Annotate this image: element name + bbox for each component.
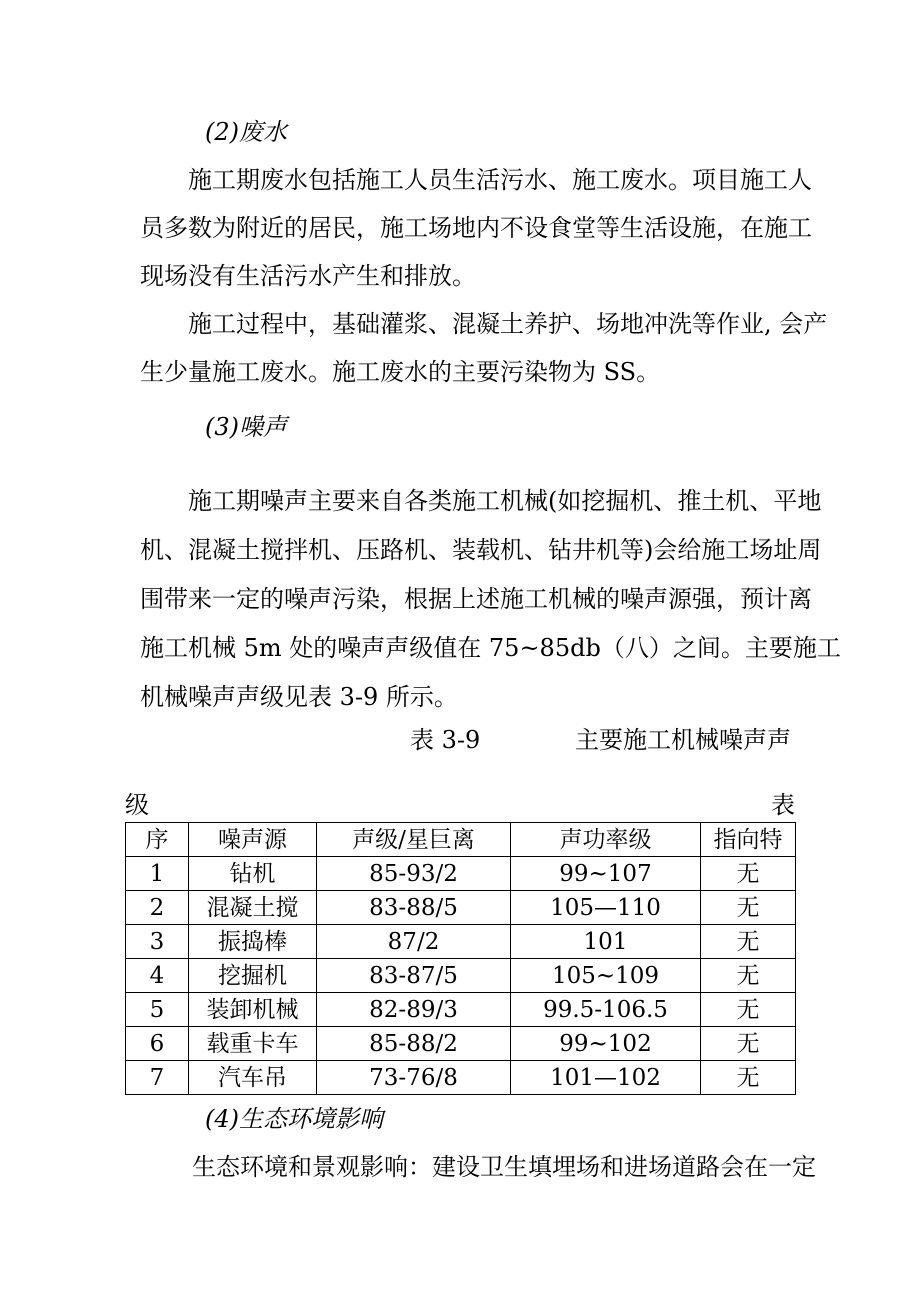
table-row [126, 925, 796, 959]
table-title-continued: 级 [125, 791, 149, 819]
table-cell: 无 [701, 993, 796, 1027]
header-cell-level-distance: 声级/星巨离 [317, 823, 511, 857]
table-cell: 105—110 [511, 891, 701, 925]
table-cell: 无 [701, 1061, 796, 1095]
paragraph-line: 施工期噪声主要来自各类施工机械(如挖掘机、推土机、平地 [188, 487, 822, 515]
table-cell: 87/2 [317, 925, 511, 959]
table-cell: 99~107 [511, 857, 701, 891]
table-cell: 1 [126, 857, 189, 891]
table-cell: 挖掘机 [189, 959, 317, 993]
section-heading-wastewater: (2)废水 [205, 118, 287, 146]
paragraph-line: 机、混凝土搅拌机、压路机、装载机、钻井机等)会给施工场址周 [140, 536, 822, 564]
table-cell: 73-76/8 [317, 1061, 511, 1095]
header-cell-power-level: 声功率级 [511, 823, 701, 857]
table-title-end: 表 [771, 791, 795, 819]
table-row [126, 1061, 796, 1095]
table-cell: 钻机 [189, 857, 317, 891]
table-cell: 101 [511, 925, 701, 959]
table-cell: 载重卡车 [189, 1027, 317, 1061]
paragraph-line: 机械噪声声级见表 3-9 所示。 [140, 683, 458, 711]
table-cell: 101—102 [511, 1061, 701, 1095]
table-row [126, 1027, 796, 1061]
paragraph-line: 员多数为附近的居民，施工场地内不设食堂等生活设施，在施工 [140, 214, 812, 242]
table-row [126, 857, 796, 891]
table-cell: 振捣棒 [189, 925, 317, 959]
table-cell: 汽车吊 [189, 1061, 317, 1095]
table-row [126, 993, 796, 1027]
table-cell: 无 [701, 959, 796, 993]
noise-level-table [125, 822, 796, 1095]
table-cell: 6 [126, 1027, 189, 1061]
table-number: 表 3-9 [410, 726, 481, 754]
table-cell: 105~109 [511, 959, 701, 993]
table-cell: 82-89/3 [317, 993, 511, 1027]
header-cell-directivity: 指向特 [701, 823, 796, 857]
table-cell: 2 [126, 891, 189, 925]
table-title: 主要施工机械噪声声 [575, 726, 791, 754]
paragraph-line: 施工机械 5m 处的噪声声级值在 75~85db（八）之间。主要施工 [140, 634, 841, 662]
table-cell: 3 [126, 925, 189, 959]
table-cell: 83-88/5 [317, 891, 511, 925]
paragraph-line: 施工期废水包括施工人员生活污水、施工废水。项目施工人 [188, 166, 812, 194]
table-cell: 装卸机械 [189, 993, 317, 1027]
table-row [126, 891, 796, 925]
table-cell: 99~102 [511, 1027, 701, 1061]
paragraph-line: 现场没有生活污水产生和排放。 [140, 262, 476, 290]
table-row [126, 959, 796, 993]
table-cell: 85-88/2 [317, 1027, 511, 1061]
table-cell: 无 [701, 891, 796, 925]
paragraph-line: 施工过程中，基础灌浆、混凝土养护、场地冲洗等作业, 会产 [188, 310, 828, 338]
table-cell: 无 [701, 925, 796, 959]
paragraph-line: 围带来一定的噪声污染，根据上述施工机械的噪声源强，预计离 [140, 585, 812, 613]
table-cell: 5 [126, 993, 189, 1027]
paragraph-line: 生少量施工废水。施工废水的主要污染物为 SS。 [140, 358, 661, 386]
table-cell: 4 [126, 959, 189, 993]
section-heading-ecology: (4)生态环境影响 [205, 1105, 383, 1133]
table-cell: 无 [701, 1027, 796, 1061]
header-cell-index: 序 [126, 823, 189, 857]
table-cell: 83-87/5 [317, 959, 511, 993]
table-cell: 99.5-106.5 [511, 993, 701, 1027]
table-cell: 7 [126, 1061, 189, 1095]
header-cell-source: 噪声源 [189, 823, 317, 857]
table-cell: 85-93/2 [317, 857, 511, 891]
table-cell: 无 [701, 857, 796, 891]
table-cell: 混凝土搅 [189, 891, 317, 925]
paragraph-line: 生态环境和景观影响：建设卫生填埋场和进场道路会在一定 [192, 1153, 816, 1181]
section-heading-noise: (3)噪声 [205, 413, 287, 441]
table-header-row [126, 823, 796, 857]
